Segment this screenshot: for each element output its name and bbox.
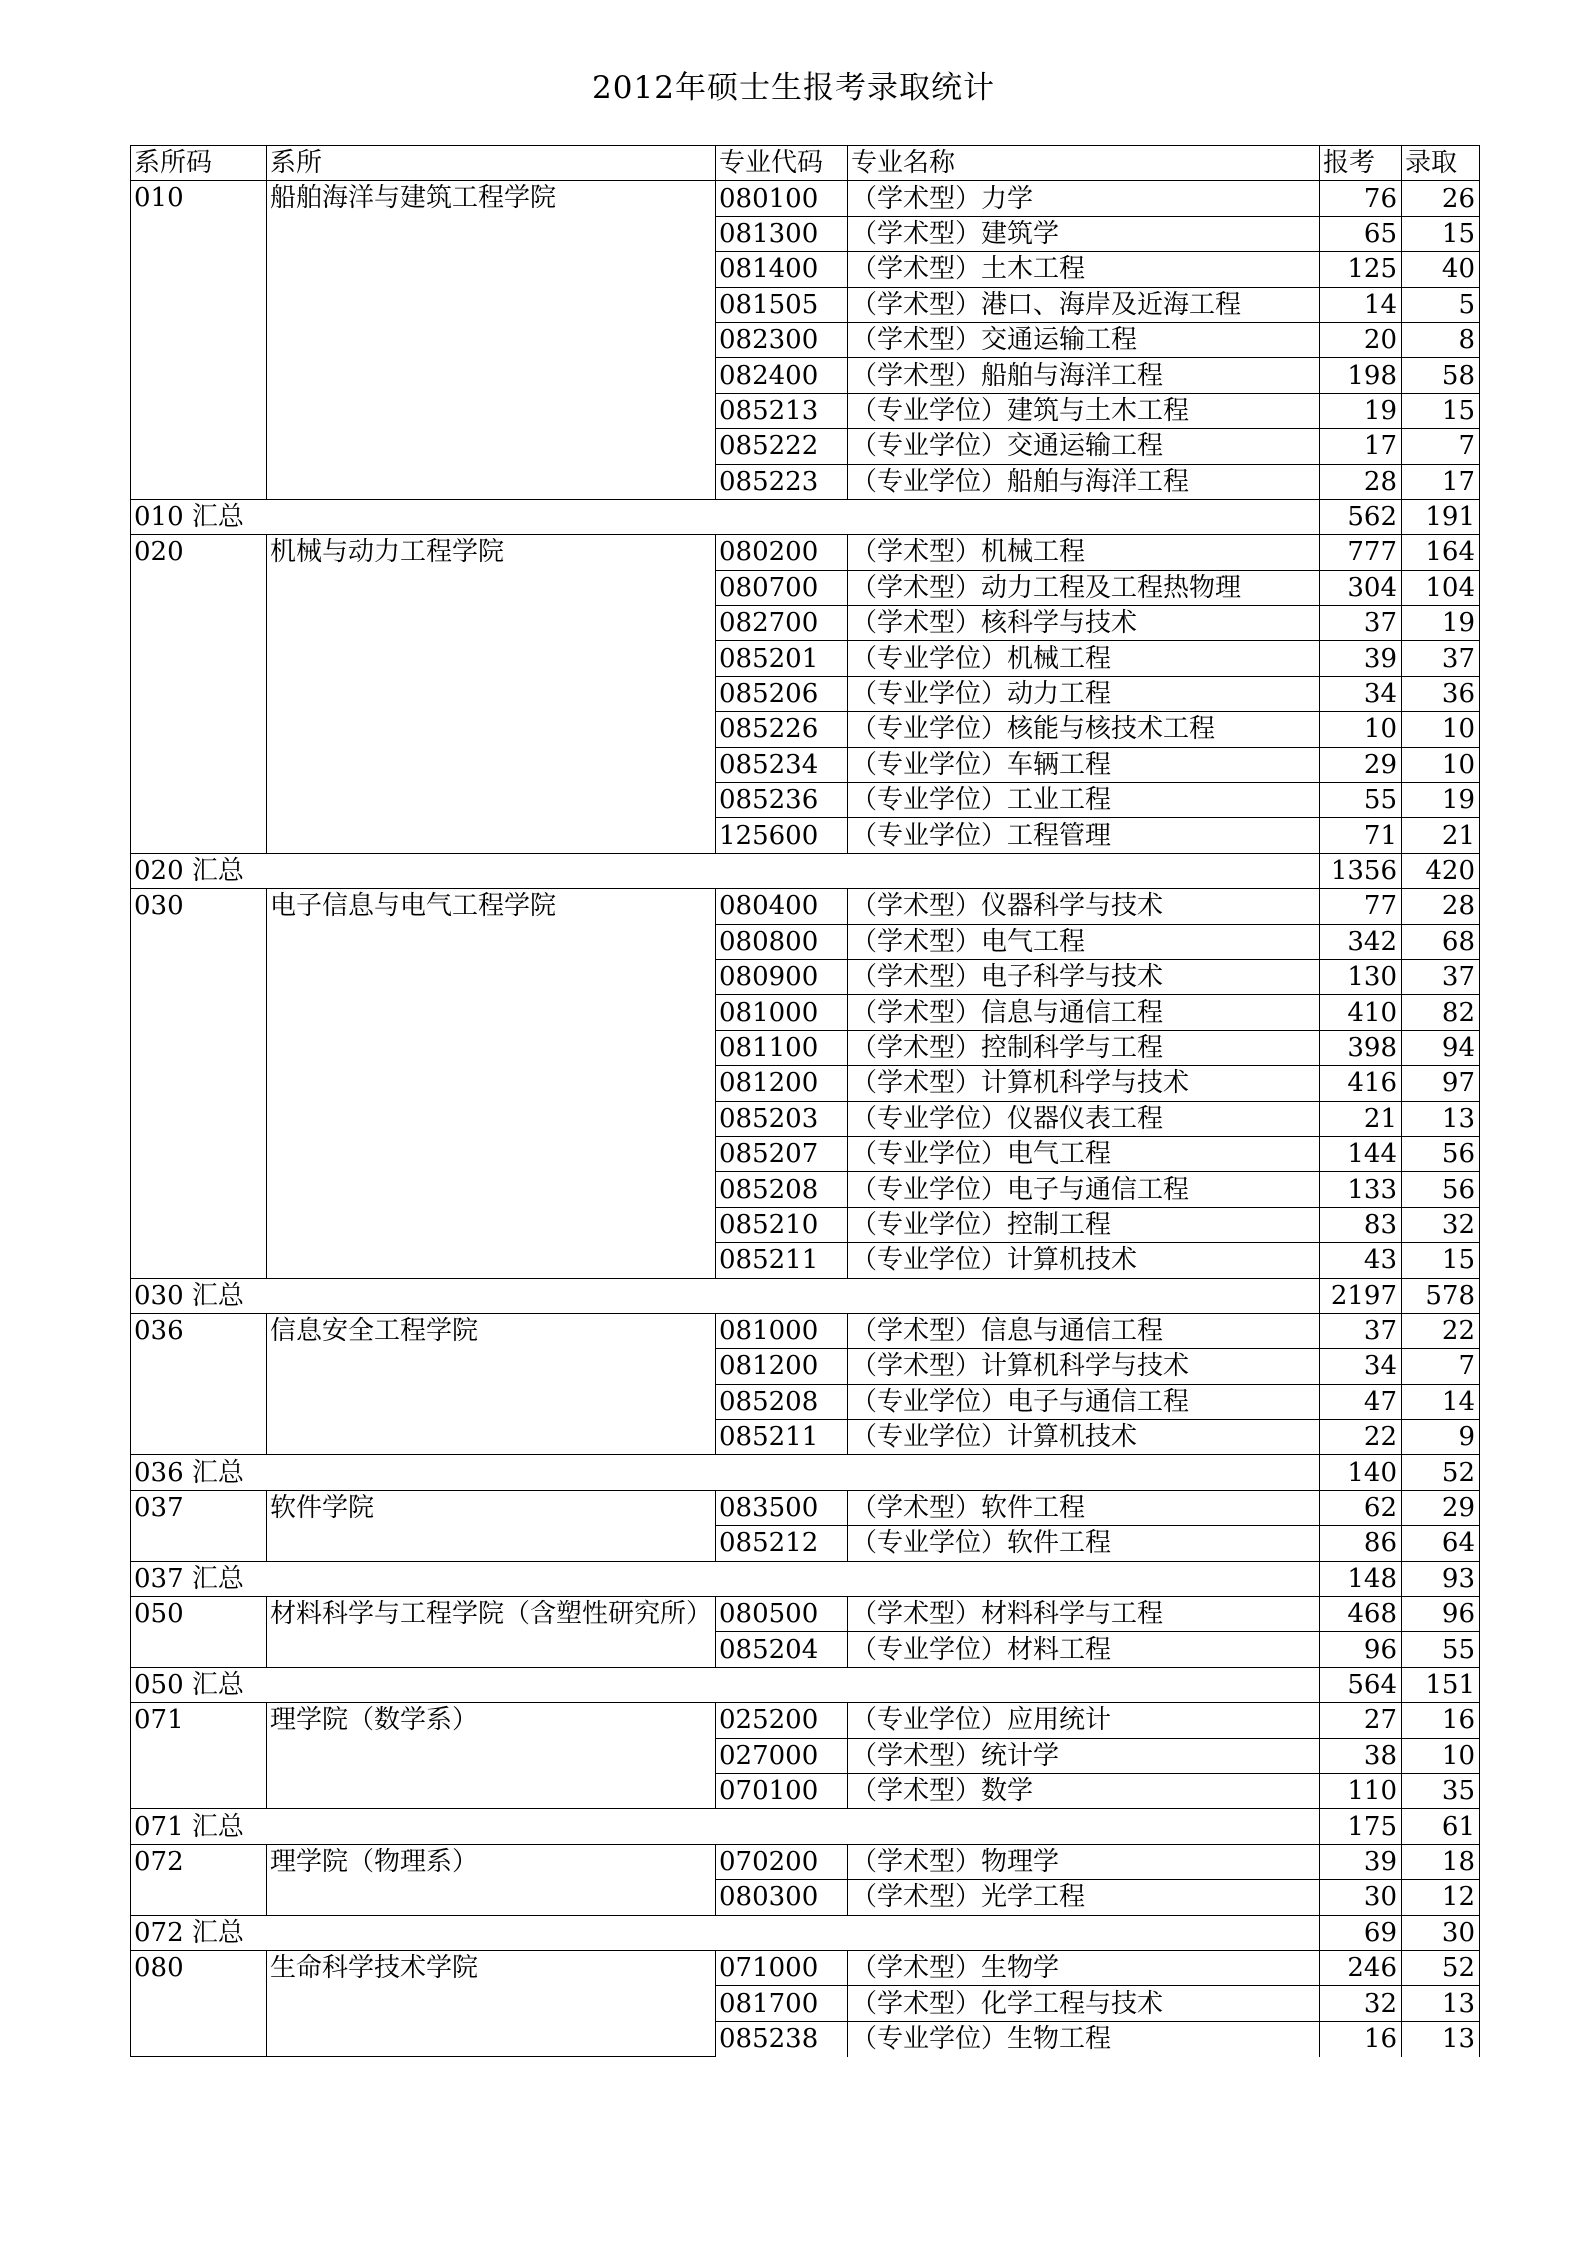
admitted-count: 97 [1402,1066,1480,1101]
subtotal-label: 037 汇总 [131,1561,1320,1596]
major-name: （学术型）控制科学与工程 [848,1030,1320,1065]
major-name: （学术型）交通运输工程 [848,322,1320,357]
major-code: 085236 [716,783,848,818]
admitted-count: 15 [1402,216,1480,251]
major-name: （专业学位）核能与核技术工程 [848,712,1320,747]
major-name: （专业学位）仪器仪表工程 [848,1101,1320,1136]
subtotal-applied: 1356 [1320,853,1402,888]
major-code: 085234 [716,747,848,782]
admitted-count: 64 [1402,1526,1480,1561]
major-code: 085204 [716,1632,848,1667]
admitted-count: 55 [1402,1632,1480,1667]
applied-count: 32 [1320,1986,1402,2021]
applied-count: 777 [1320,535,1402,570]
applied-count: 30 [1320,1880,1402,1915]
dept-name: 信息安全工程学院 [267,1313,716,1455]
dept-code: 050 [131,1597,267,1668]
admitted-count: 58 [1402,358,1480,393]
major-code: 085207 [716,1136,848,1171]
subtotal-row [131,1455,1480,1490]
applied-count: 76 [1320,181,1402,216]
dept-code: 030 [131,889,267,1278]
applied-count: 144 [1320,1136,1402,1171]
subtotal-applied: 562 [1320,499,1402,534]
applied-count: 10 [1320,712,1402,747]
major-code: 083500 [716,1490,848,1525]
major-code: 081200 [716,1066,848,1101]
admitted-count: 19 [1402,783,1480,818]
major-name: （学术型）核科学与技术 [848,606,1320,641]
applied-count: 20 [1320,322,1402,357]
dept-name: 生命科学技术学院 [267,1950,716,2056]
applied-count: 14 [1320,287,1402,322]
major-code: 081200 [716,1349,848,1384]
major-code: 080300 [716,1880,848,1915]
subtotal-row [131,499,1480,534]
major-code: 085203 [716,1101,848,1136]
table-row [131,1313,1480,1348]
applied-count: 125 [1320,252,1402,287]
applied-count: 34 [1320,676,1402,711]
header-row [131,146,1480,181]
admitted-count: 26 [1402,181,1480,216]
applied-count: 77 [1320,889,1402,924]
header-dept: 系所 [267,146,716,181]
table-row [131,1703,1480,1738]
subtotal-admitted: 30 [1402,1915,1480,1950]
admitted-count: 32 [1402,1207,1480,1242]
table-row [131,1844,1480,1879]
major-code: 085213 [716,393,848,428]
applied-count: 29 [1320,747,1402,782]
major-name: （专业学位）工程管理 [848,818,1320,853]
applied-count: 37 [1320,1313,1402,1348]
major-code: 085211 [716,1420,848,1455]
admitted-count: 37 [1402,959,1480,994]
major-code: 085208 [716,1384,848,1419]
major-name: （学术型）建筑学 [848,216,1320,251]
dept-code: 020 [131,535,267,854]
dept-code: 036 [131,1313,267,1455]
major-name: （学术型）数学 [848,1773,1320,1808]
applied-count: 96 [1320,1632,1402,1667]
table-row [131,181,1480,216]
applied-count: 130 [1320,959,1402,994]
applied-count: 28 [1320,464,1402,499]
applied-count: 342 [1320,924,1402,959]
applied-count: 39 [1320,641,1402,676]
admitted-count: 82 [1402,995,1480,1030]
dept-code: 072 [131,1844,267,1915]
major-code: 081700 [716,1986,848,2021]
major-name: （专业学位）材料工程 [848,1632,1320,1667]
major-name: （学术型）土木工程 [848,252,1320,287]
major-name: （学术型）动力工程及工程热物理 [848,570,1320,605]
major-name: （学术型）信息与通信工程 [848,995,1320,1030]
applied-count: 37 [1320,606,1402,641]
header-applied: 报考 [1320,146,1402,181]
applied-count: 55 [1320,783,1402,818]
applied-count: 22 [1320,1420,1402,1455]
admitted-count: 29 [1402,1490,1480,1525]
admitted-count: 16 [1402,1703,1480,1738]
subtotal-admitted: 578 [1402,1278,1480,1313]
major-name: （专业学位）计算机技术 [848,1420,1320,1455]
applied-count: 133 [1320,1172,1402,1207]
subtotal-admitted: 191 [1402,499,1480,534]
dept-name: 材料科学与工程学院（含塑性研究所） [267,1597,716,1668]
applied-count: 43 [1320,1243,1402,1278]
major-code: 125600 [716,818,848,853]
major-name: （专业学位）动力工程 [848,676,1320,711]
dept-name: 理学院（数学系） [267,1703,716,1809]
admitted-count: 28 [1402,889,1480,924]
major-code: 071000 [716,1950,848,1985]
major-code: 085206 [716,676,848,711]
major-name: （学术型）信息与通信工程 [848,1313,1320,1348]
applied-count: 34 [1320,1349,1402,1384]
major-code: 027000 [716,1738,848,1773]
dept-code: 071 [131,1703,267,1809]
major-name: （专业学位）生物工程 [848,2021,1320,2056]
major-code: 085211 [716,1243,848,1278]
subtotal-row [131,1915,1480,1950]
admitted-count: 15 [1402,393,1480,428]
applied-count: 246 [1320,1950,1402,1985]
major-name: （专业学位）控制工程 [848,1207,1320,1242]
dept-code: 080 [131,1950,267,2056]
applied-count: 65 [1320,216,1402,251]
admitted-count: 37 [1402,641,1480,676]
dept-name: 船舶海洋与建筑工程学院 [267,181,716,500]
major-name: （专业学位）机械工程 [848,641,1320,676]
major-name: （专业学位）应用统计 [848,1703,1320,1738]
subtotal-applied: 69 [1320,1915,1402,1950]
applied-count: 19 [1320,393,1402,428]
admitted-count: 164 [1402,535,1480,570]
major-code: 080700 [716,570,848,605]
subtotal-admitted: 52 [1402,1455,1480,1490]
major-code: 085223 [716,464,848,499]
dept-code: 010 [131,181,267,500]
subtotal-applied: 175 [1320,1809,1402,1844]
admitted-count: 5 [1402,287,1480,322]
subtotal-applied: 564 [1320,1667,1402,1702]
admitted-count: 17 [1402,464,1480,499]
admitted-count: 104 [1402,570,1480,605]
major-code: 025200 [716,1703,848,1738]
major-name: （专业学位）交通运输工程 [848,429,1320,464]
major-code: 081300 [716,216,848,251]
subtotal-admitted: 151 [1402,1667,1480,1702]
major-name: （学术型）化学工程与技术 [848,1986,1320,2021]
admitted-count: 15 [1402,1243,1480,1278]
admitted-count: 22 [1402,1313,1480,1348]
major-name: （专业学位）船舶与海洋工程 [848,464,1320,499]
subtotal-applied: 2197 [1320,1278,1402,1313]
major-name: （学术型）物理学 [848,1844,1320,1879]
major-code: 085201 [716,641,848,676]
applied-count: 86 [1320,1526,1402,1561]
subtotal-row [131,1278,1480,1313]
applied-count: 21 [1320,1101,1402,1136]
major-code: 082400 [716,358,848,393]
subtotal-label: 072 汇总 [131,1915,1320,1950]
dept-code: 037 [131,1490,267,1561]
applied-count: 71 [1320,818,1402,853]
major-name: （专业学位）电气工程 [848,1136,1320,1171]
subtotal-label: 071 汇总 [131,1809,1320,1844]
applied-count: 398 [1320,1030,1402,1065]
applied-count: 16 [1320,2021,1402,2056]
major-code: 080400 [716,889,848,924]
subtotal-admitted: 61 [1402,1809,1480,1844]
major-name: （专业学位）计算机技术 [848,1243,1320,1278]
subtotal-label: 036 汇总 [131,1455,1320,1490]
major-name: （学术型）港口、海岸及近海工程 [848,287,1320,322]
admitted-count: 21 [1402,818,1480,853]
major-code: 080500 [716,1597,848,1632]
subtotal-row [131,1667,1480,1702]
major-code: 085208 [716,1172,848,1207]
subtotal-label: 050 汇总 [131,1667,1320,1702]
major-code: 080200 [716,535,848,570]
subtotal-row [131,853,1480,888]
admitted-count: 9 [1402,1420,1480,1455]
admitted-count: 10 [1402,747,1480,782]
admitted-count: 10 [1402,712,1480,747]
major-code: 080800 [716,924,848,959]
major-name: （学术型）生物学 [848,1950,1320,1985]
major-code: 081505 [716,287,848,322]
subtotal-applied: 148 [1320,1561,1402,1596]
applied-count: 27 [1320,1703,1402,1738]
major-name: （专业学位）工业工程 [848,783,1320,818]
major-name: （学术型）光学工程 [848,1880,1320,1915]
header-major-name: 专业名称 [848,146,1320,181]
major-code: 085210 [716,1207,848,1242]
major-name: （专业学位）建筑与土木工程 [848,393,1320,428]
subtotal-label: 030 汇总 [131,1278,1320,1313]
subtotal-applied: 140 [1320,1455,1402,1490]
major-code: 085212 [716,1526,848,1561]
major-name: （学术型）机械工程 [848,535,1320,570]
admitted-count: 13 [1402,2021,1480,2056]
major-name: （学术型）电气工程 [848,924,1320,959]
admitted-count: 13 [1402,1986,1480,2021]
admitted-count: 36 [1402,676,1480,711]
applied-count: 47 [1320,1384,1402,1419]
major-name: （学术型）材料科学与工程 [848,1597,1320,1632]
major-code: 082700 [716,606,848,641]
major-name: （学术型）计算机科学与技术 [848,1066,1320,1101]
major-code: 082300 [716,322,848,357]
page-title: 2012年硕士生报考录取统计 [592,70,995,106]
major-name: （学术型）计算机科学与技术 [848,1349,1320,1384]
table-row [131,1950,1480,1985]
major-code: 081000 [716,1313,848,1348]
admitted-count: 7 [1402,429,1480,464]
dept-name: 机械与动力工程学院 [267,535,716,854]
table-row [131,1597,1480,1632]
major-name: （专业学位）软件工程 [848,1526,1320,1561]
major-code: 085222 [716,429,848,464]
admitted-count: 68 [1402,924,1480,959]
applied-count: 198 [1320,358,1402,393]
major-name: （学术型）仪器科学与技术 [848,889,1320,924]
major-code: 085226 [716,712,848,747]
admitted-count: 19 [1402,606,1480,641]
admitted-count: 40 [1402,252,1480,287]
major-code: 070100 [716,1773,848,1808]
applied-count: 410 [1320,995,1402,1030]
admitted-count: 14 [1402,1384,1480,1419]
admission-stats-table [130,145,1480,2057]
applied-count: 468 [1320,1597,1402,1632]
table-row [131,889,1480,924]
admitted-count: 35 [1402,1773,1480,1808]
subtotal-label: 010 汇总 [131,499,1320,534]
major-name: （学术型）力学 [848,181,1320,216]
dept-name: 电子信息与电气工程学院 [267,889,716,1278]
subtotal-admitted: 93 [1402,1561,1480,1596]
dept-name: 理学院（物理系） [267,1844,716,1915]
major-code: 081400 [716,252,848,287]
admitted-count: 8 [1402,322,1480,357]
major-name: （学术型）统计学 [848,1738,1320,1773]
table-row [131,1490,1480,1525]
major-name: （专业学位）电子与通信工程 [848,1172,1320,1207]
applied-count: 110 [1320,1773,1402,1808]
major-code: 081000 [716,995,848,1030]
major-name: （学术型）软件工程 [848,1490,1320,1525]
admitted-count: 7 [1402,1349,1480,1384]
admitted-count: 96 [1402,1597,1480,1632]
major-name: （学术型）电子科学与技术 [848,959,1320,994]
admitted-count: 56 [1402,1136,1480,1171]
applied-count: 38 [1320,1738,1402,1773]
major-name: （专业学位）车辆工程 [848,747,1320,782]
admitted-count: 94 [1402,1030,1480,1065]
applied-count: 416 [1320,1066,1402,1101]
subtotal-row [131,1809,1480,1844]
header-dept-code: 系所码 [131,146,267,181]
applied-count: 17 [1320,429,1402,464]
header-admitted: 录取 [1402,146,1480,181]
dept-name: 软件学院 [267,1490,716,1561]
admitted-count: 12 [1402,1880,1480,1915]
subtotal-label: 020 汇总 [131,853,1320,888]
admitted-count: 56 [1402,1172,1480,1207]
major-name: （专业学位）电子与通信工程 [848,1384,1320,1419]
admitted-count: 52 [1402,1950,1480,1985]
applied-count: 39 [1320,1844,1402,1879]
admitted-count: 13 [1402,1101,1480,1136]
major-code: 085238 [716,2021,848,2056]
subtotal-admitted: 420 [1402,853,1480,888]
table-row [131,535,1480,570]
major-code: 081100 [716,1030,848,1065]
major-code: 080100 [716,181,848,216]
applied-count: 304 [1320,570,1402,605]
admitted-count: 18 [1402,1844,1480,1879]
major-name: （学术型）船舶与海洋工程 [848,358,1320,393]
admitted-count: 10 [1402,1738,1480,1773]
subtotal-row [131,1561,1480,1596]
major-code: 070200 [716,1844,848,1879]
applied-count: 83 [1320,1207,1402,1242]
header-major-code: 专业代码 [716,146,848,181]
major-code: 080900 [716,959,848,994]
applied-count: 62 [1320,1490,1402,1525]
